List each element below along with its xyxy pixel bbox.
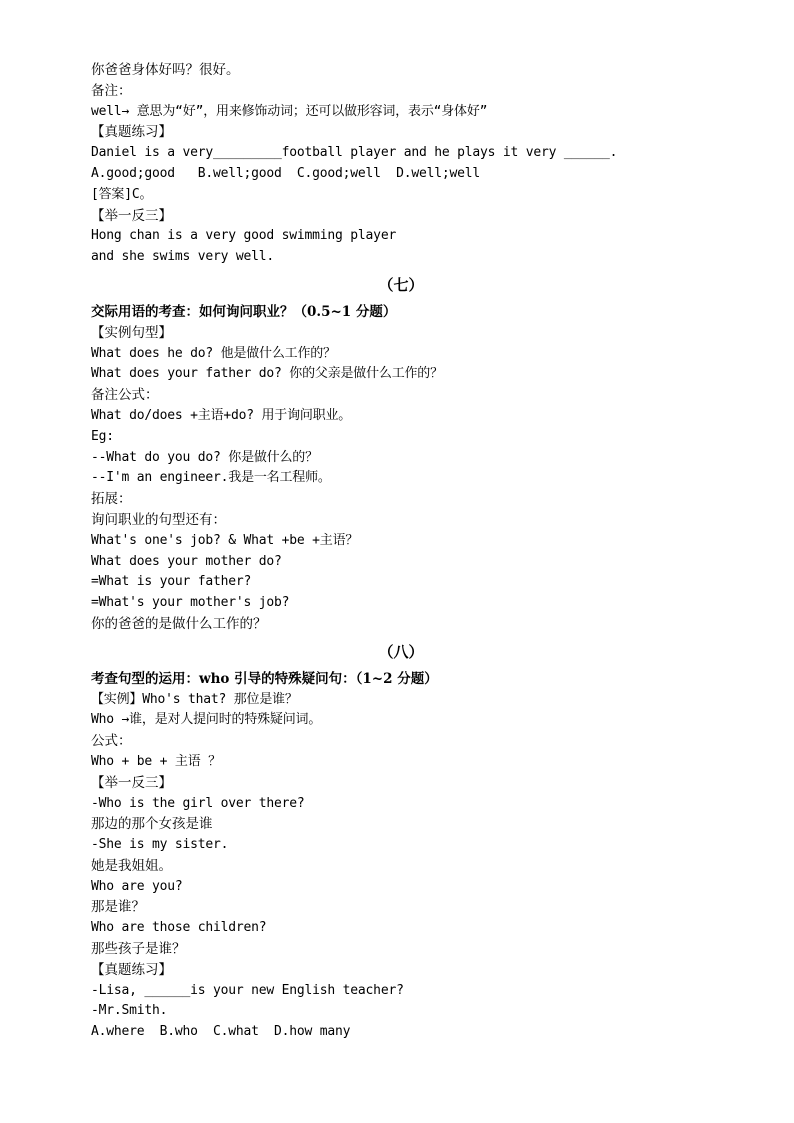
section-heading: （八） [378, 642, 424, 661]
options-line: A.good;good B.well;good C.good;well D.well;well [91, 165, 480, 181]
text-line: 那边的那个女孩是谁 [91, 816, 213, 833]
text-line: --I'm an engineer.我是一名工程师。 [91, 470, 331, 486]
practice-label: 【真题练习】 [91, 124, 172, 141]
example-line: 【实例】Who's that? 那位是谁？ [91, 691, 298, 707]
text-line: 公式： [91, 733, 132, 750]
text-line: 那是谁？ [91, 899, 145, 916]
text-line: 拓展： [91, 491, 132, 508]
text-line: well→ 意思为“好”，用来修饰动词；还可以做形容词，表示“身体好” [91, 103, 488, 119]
extension-label: 【举一反三】 [91, 207, 172, 224]
text-line: Who →谁，是对人提问时的特殊疑问词。 [91, 712, 322, 728]
section-6-tail [91, 60, 711, 268]
text-line: What does your father do? 你的父亲是做什么工作的？ [91, 366, 443, 382]
text-line: 你爸爸身体好吗？很好。 [91, 62, 240, 78]
extension-label: 【举一反三】 [91, 774, 172, 791]
text-line: Hong chan is a very good swimming player [91, 228, 397, 244]
text-line: =What's your mother's job? [91, 595, 290, 611]
options-line: A.where B.who C.what D.how many [91, 1024, 351, 1040]
section-heading: （七） [378, 275, 424, 294]
text-line: 你的爸爸的是做什么工作的？ [91, 615, 267, 632]
text-line: --What do you do? 你是做什么的？ [91, 449, 318, 465]
text-line: -She is my sister. [91, 837, 229, 853]
text-line: Who are you? [91, 878, 183, 894]
text-line: -Mr.Smith. [91, 1003, 168, 1019]
document-page [91, 60, 711, 1043]
text-line: What does he do? 他是做什么工作的？ [91, 345, 336, 361]
practice-label: 【真题练习】 [91, 961, 172, 978]
question-line: Daniel is a very_________football player and he plays it very ______. [91, 145, 618, 161]
answer-line: [答案]C。 [91, 186, 153, 202]
text-line: 询问职业的句型还有： [91, 511, 226, 528]
text-line: What's one's job? & What +be +主语？ [91, 532, 359, 548]
section-7 [91, 268, 711, 635]
text-line: 备注公式： [91, 387, 159, 404]
text-line: =What is your father? [91, 574, 252, 590]
text-line: Who are those children? [91, 920, 267, 936]
text-line: -Who is the girl over there? [91, 795, 305, 811]
example-label: 【实例句型】 [91, 324, 172, 341]
text-line: Eg: [91, 428, 114, 444]
formula-line: Who + be + 主语 ？ [91, 753, 221, 769]
section-title: 考查句型的运用：who 引导的特殊疑问句：（1~2 分题） [91, 670, 438, 687]
text-line: 她是我姐姐。 [91, 857, 172, 874]
question-line: -Lisa, ______is your new English teacher? [91, 982, 404, 998]
section-title: 交际用语的考查：如何询问职业？（0.5~1 分题） [91, 303, 397, 320]
text-line: and she swims very well. [91, 249, 275, 265]
text-line: What does your mother do? [91, 553, 282, 569]
text-line: 那些孩子是谁？ [91, 941, 186, 958]
note-label: 备注： [91, 82, 132, 99]
formula-line: What do/does +主语+do? 用于询问职业。 [91, 407, 352, 423]
section-8 [91, 635, 711, 1043]
